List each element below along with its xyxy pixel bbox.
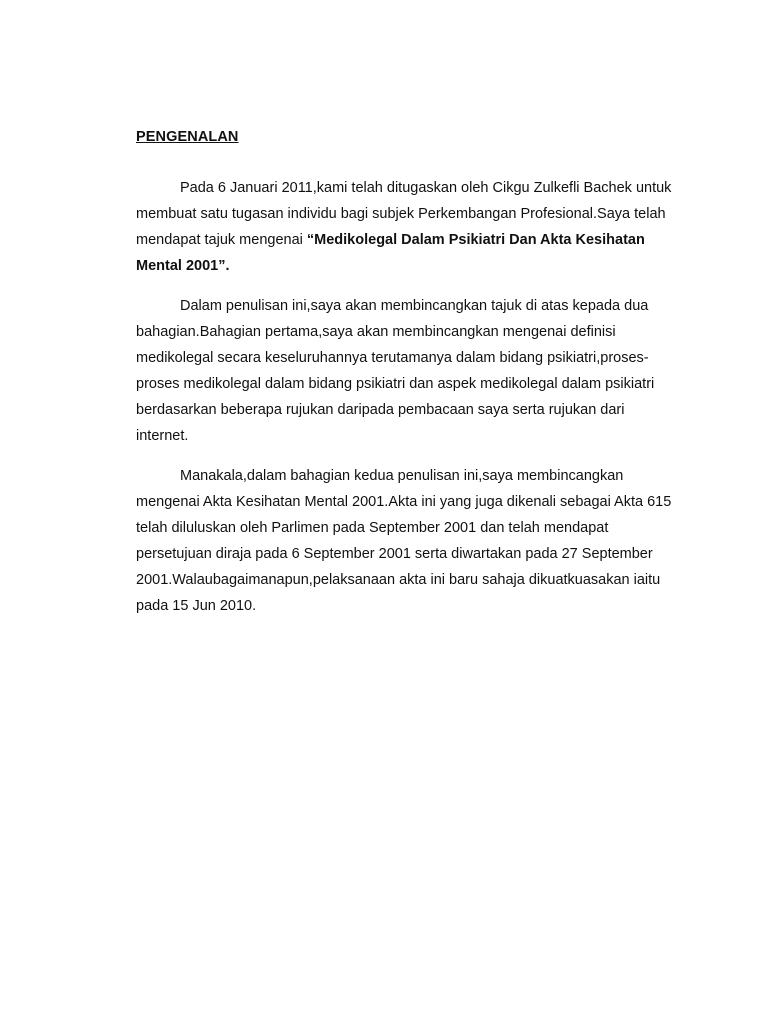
paragraph-1-text: Pada 6 Januari 2011,kami telah ditugaskan oleh Cikgu Zulkefli Bachek untuk membuat satu tugasan individu bagi subjek Perkembangan Profesional.Saya telah mendapat tajuk mengenai xyxy=(136,180,672,248)
paragraph-3 xyxy=(136,463,676,619)
paragraph-2-text: Dalam penulisan ini,saya akan membincangkan tajuk di atas kepada dua bahagian.Bahagian pertama,saya akan membincangkan mengenai definisi medikolegal secara keseluruhannya terutamanya dalam bidang psikiatri,proses-proses medikolegal dalam bidang psikiatri dan aspek medikolegal dalam psikiatri berdasarkan beberapa rujukan daripada pembacaan saya serta rujukan dari internet. xyxy=(136,298,655,444)
document-body xyxy=(136,124,676,633)
paragraph-1-bold-title: “Medikolegal Dalam Psikiatri Dan Akta Kesihatan Mental 2001”. xyxy=(136,232,645,274)
paragraph-1 xyxy=(136,175,676,279)
paragraph-2 xyxy=(136,293,676,449)
paragraph-3-text: Manakala,dalam bahagian kedua penulisan ini,saya membincangkan mengenai Akta Kesihatan Mental 2001.Akta ini yang juga dikenali sebagai Akta 615 telah diluluskan oleh Parlimen pada September 2001 dan telah mendapat persetujuan diraja pada 6 September 2001 serta diwartakan pada 27 September 2001.Walaubagaimanapun,pelaksanaan akta ini baru sahaja dikuatkuasakan iaitu pada 15 Jun 2010. xyxy=(136,468,672,614)
section-heading: PENGENALAN xyxy=(136,129,239,145)
